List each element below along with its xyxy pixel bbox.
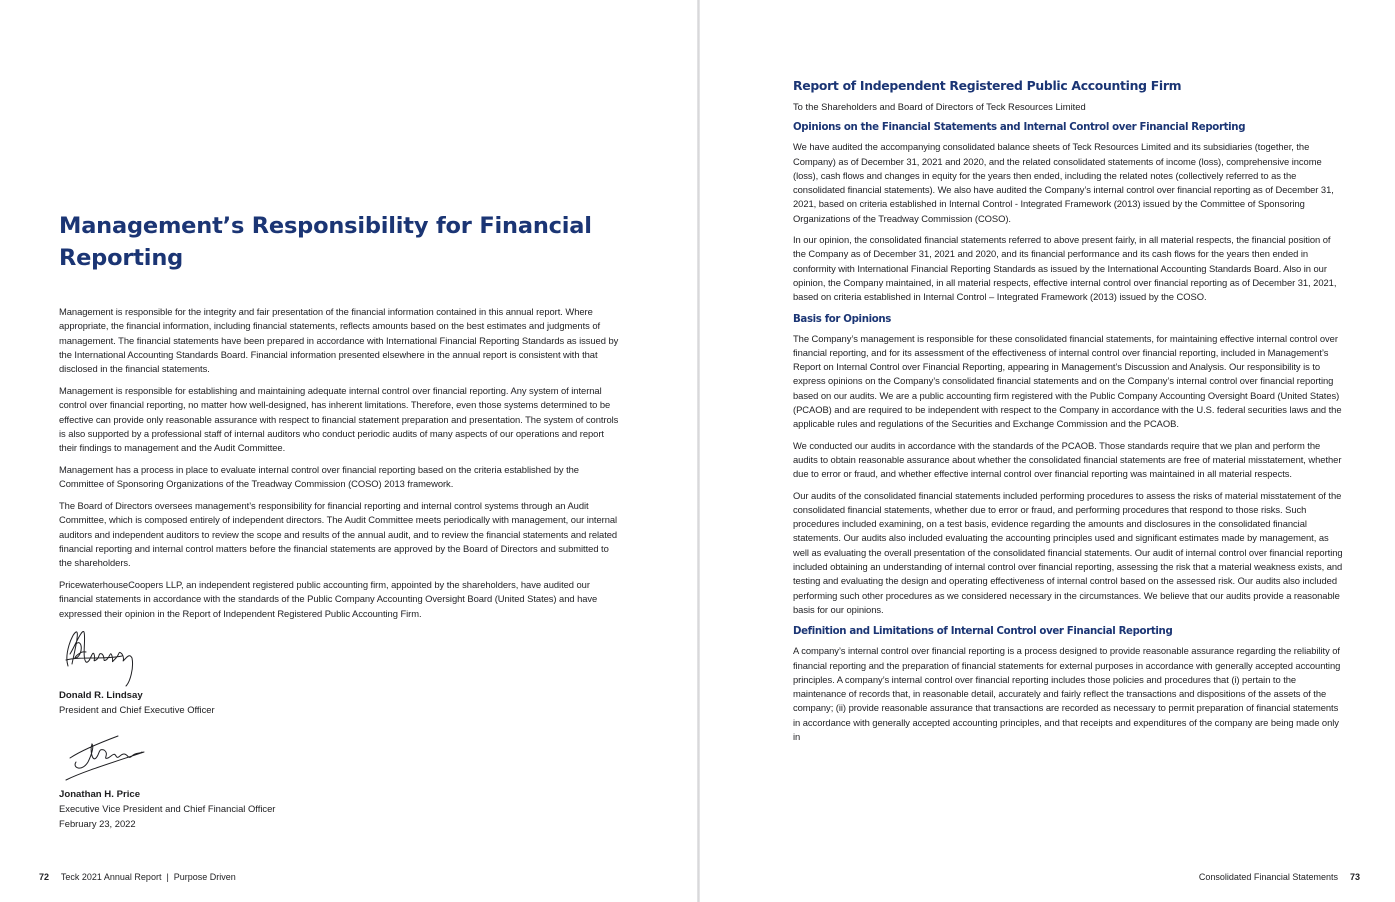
- paragraph: Our audits of the consolidated financial statements included performing procedures to assess the risks of material misstatement of the consolidated financial statements, whether due to error or fraud, and performing procedures that respond to those risks. Such procedures included examining, on a test basis, evidence regarding the amounts and disclosures in the consolidated financial statements. Our audits also included evaluating the accounting principles used and significant estimates made by management, as well as evaluating the overall presentation of the consolidated financial statements. Our audit of internal control over financial reporting included obtaining an understanding of internal control over financial reporting, assessing the risk that a material weakness exists, and testing and evaluating the design and operating effectiveness of internal control based on the assessed risk. Our audits also included performing such other procedures as we considered necessary in the circumstances. We believe that our audits provide a reasonable basis for our opinions.: [793, 489, 1343, 615]
- signatory-title: Executive Vice President and Chief Financial Officer: [59, 803, 276, 815]
- paragraph: PricewaterhouseCoopers LLP, an independent registered public accounting firm, appointed by the shareholders, have audited our financial statements in accordance with the standards of the Public Company Accounting Oversight Board (United States) and have expressed their opinion in the Report of Independent Registered Public Accounting Firm.: [59, 579, 598, 619]
- paragraph: Management is responsible for establishing and maintaining adequate internal control over financial reporting. Any system of internal control over financial reporting, no matter how well-designed, has inherent limitations. Therefore, even those systems determined to be effective can provide only reasonable assurance with respect to financial statement preparation and presentation. The system of controls is also supported by a professional staff of internal auditors who conduct periodic audits of many aspects of our operations and report their findings to management and the Audit Committee.: [59, 384, 619, 454]
- paragraph: The Board of Directors oversees management’s responsibility for financial reporting and internal control systems through an Audit Committee, which is composed entirely of independent directors. The Audit Committee meets periodically with management, our internal auditors and independent auditors to review the scope and results of the annual audit, and to review the financial statements and related financial reporting and internal control matters before the financial statements are approved by the Board of Directors and submitted to the shareholders.: [59, 500, 618, 569]
- right-footer: [1199, 872, 1360, 882]
- signatory-title: President and Chief Executive Officer: [59, 704, 215, 716]
- signatory-name: Donald R. Lindsay: [59, 690, 143, 701]
- left-footer: [39, 872, 236, 882]
- signatory-1: [59, 689, 215, 718]
- section-basis: [793, 313, 1343, 618]
- section-heading: Opinions on the Financial Statements and Internal Control over Financial Reporting: [793, 122, 1246, 134]
- page-number: 72: [39, 872, 50, 882]
- paragraph: Management has a process in place to evaluate internal control over financial reporting based on the criteria established by the Committee of Sponsoring Organizations of the Treadway Commission (COSO) 2013 framework.: [59, 463, 579, 490]
- footer-text: Teck 2021 Annual Report | Purpose Driven: [60, 872, 236, 882]
- addressee: To the Shareholders and Board of Directors of Teck Resources Limited: [793, 101, 1086, 112]
- paragraph: We have audited the accompanying consolidated balance sheets of Teck Resources Limited and its subsidiaries (together, the Company) as of December 31, 2021 and 2020, and the related consolidated statements of income (loss), comprehensive income (loss), cash flows and changes in equity for the years then ended, including the related notes (collectively referred to as the consolidated financial statements). We also have audited the Company’s internal control over financial reporting as of December 31, 2021, based on criteria established in Internal Control - Integrated Framework (2013) issued by the Committee of Sponsoring Organizations of the Treadway Commission (COSO).: [793, 141, 1334, 224]
- report-title: Report of Independent Registered Public Accounting Firm: [793, 78, 1182, 93]
- signature-date: February 23, 2022: [59, 817, 136, 829]
- paragraph: In our opinion, the consolidated financial statements referred to above present fairly, in all material respects, the financial position of the Company as of December 31, 2021 and 2020, and its financial performance and its cash flows for the years then ended in conformity with International Financial Reporting Standards as issued by the International Accounting Standards Board. Also in our opinion, the Company maintained, in all material respects, effective internal control over financial reporting as of December 31, 2021, based on criteria established in Internal Control – Integrated Framework (2013) issued by the COSO.: [793, 234, 1337, 303]
- page-number: 73: [1349, 872, 1360, 882]
- signature-price: [62, 728, 148, 784]
- management-body: [59, 305, 619, 628]
- signatory-2: [59, 788, 275, 831]
- section-heading: Basis for Opinions: [793, 313, 892, 325]
- paragraph: A company’s internal control over financial reporting is a process designed to provide reasonable assurance regarding the reliability of financial reporting and the preparation of financial statements for external purposes in accordance with generally accepted accounting principles. A company’s internal control over financial reporting includes those policies and procedures that (i) pertain to the maintenance of records that, in reasonable detail, accurately and fairly reflect the transactions and dispositions of the assets of the company; (ii) provide reasonable assurance that transactions are recorded as necessary to permit preparation of financial statements in accordance with generally accepted accounting principles, and that receipts and expenditures of the company are being made only in: [793, 645, 1341, 742]
- section-definition: [793, 625, 1343, 744]
- paragraph: The Company’s management is responsible for these consolidated financial statements, for maintaining effective internal control over financial reporting, and for its assessment of the effectiveness of internal control over financial reporting, included in Management’s Report on Internal Control over Financial Reporting, appearing in Management’s Discussion and Analysis. Our responsibility is to express opinions on the Company’s consolidated financial statements and on the Company’s internal control over financial reporting based on our audits. We are a public accounting firm registered with the Public Company Accounting Oversight Board (United States) (PCAOB) and are required to be independent with respect to the Company in accordance with the U.S. federal securities laws and the applicable rules and regulations of the Securities and Exchange Commission and the PCAOB.: [793, 332, 1342, 430]
- footer-text: Consolidated Financial Statements: [1198, 872, 1338, 882]
- right-page: [700, 0, 1395, 902]
- page-title: Management’s Responsibility for Financial Reporting: [59, 213, 592, 271]
- signatory-name: Jonathan H. Price: [59, 789, 141, 800]
- auditor-report: [793, 78, 1343, 752]
- section-opinions: [793, 121, 1343, 304]
- section-heading: Definition and Limitations of Internal Control over Financial Reporting: [793, 626, 1173, 638]
- paragraph: Management is responsible for the integrity and fair presentation of the financial information contained in this annual report. Where appropriate, the financial information, including financial statements, reflects amounts based on the best estimates and judgments of management. The financial statements have been prepared in accordance with International Financial Reporting Standards as issued by the International Accounting Standards Board. Financial information presented elsewhere in the annual report is consistent with that disclosed in the financial statements.: [59, 306, 619, 375]
- paragraph: We conducted our audits in accordance with the standards of the PCAOB. Those standards require that we plan and perform the audits to obtain reasonable assurance about whether the consolidated financial statements are free of material misstatement, whether due to error or fraud, and whether effective internal control over financial reporting was maintained in all material respects.: [793, 439, 1342, 480]
- signature-lindsay: [62, 624, 142, 688]
